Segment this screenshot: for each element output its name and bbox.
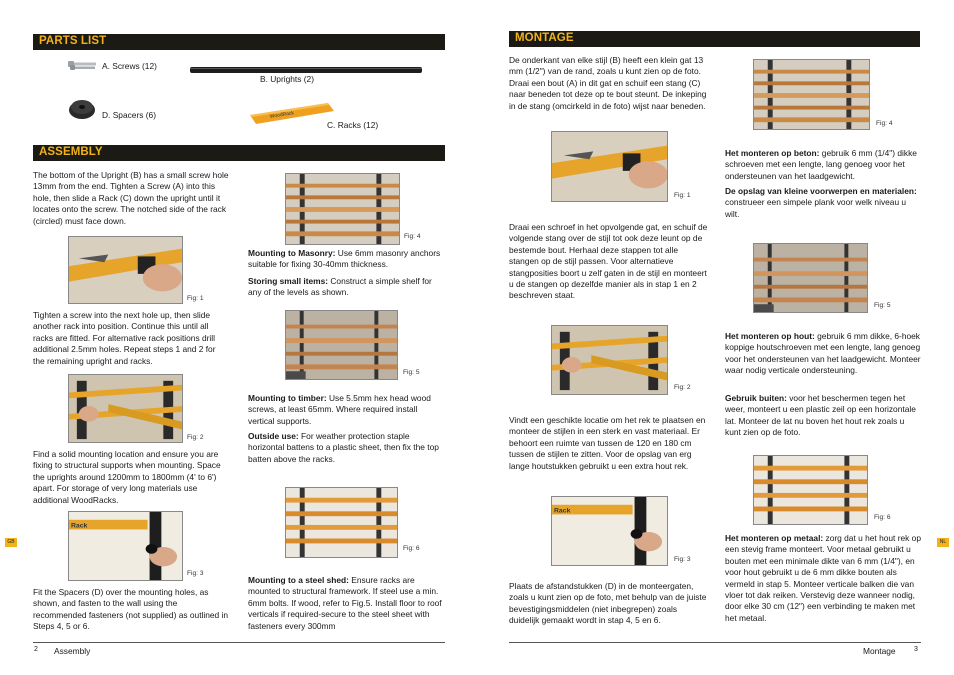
outside-text xyxy=(248,431,444,465)
hout-body: gebruik 6 mm dikke, 6-hoek koppige houtschroeven met een lengte, lang genoeg voor het ondersteunen van het laadgewicht. Monteer waar nodig verticale ondersteuning. xyxy=(725,331,921,376)
storing-text xyxy=(248,276,444,299)
nl-fig-1-photo xyxy=(551,131,668,202)
beton-text xyxy=(725,148,921,182)
storing-bold: Storing small items: xyxy=(248,276,329,286)
right-page-number: 3 xyxy=(914,646,918,653)
beton-body: gebruik 6 mm (1/4") dikke schroeven met een lengte, lang genoeg voor het ondersteunen van het laadgewicht. xyxy=(725,148,917,181)
metaal-bold: Het monteren op metaal: xyxy=(725,533,824,543)
right-footer-label: Montage xyxy=(863,646,896,656)
outside-bold: Outside use: xyxy=(248,431,299,441)
fig-4-caption: Fig: 4 xyxy=(404,233,421,240)
masonry-bold: Mounting to Masonry: xyxy=(248,248,336,258)
assembly-step-2-text: Tighten a screw into the next hole up, then slide another rack into position. Continue this until all racks are fitted. For alternative rack positions drill additional 2.5mm holes. Repeat steps 1 and 2 for the remaining upright and racks. xyxy=(33,310,216,366)
montage-header xyxy=(509,31,920,47)
montage-step-1-text: De onderkant van elke stijl (B) heeft een klein gat 13 mm (1/2") van de rand, zoals u kunt zien op de foto. Draai een bout (A) in dit gat en schuif een stang (C) naar beneden tot deze op te bout steunt. De inkeping in de stang (omcirkeld in de foto) wijst naar beneden. xyxy=(509,55,707,111)
timber-bold: Mounting to timber: xyxy=(248,393,327,403)
right-footer-rule xyxy=(509,642,921,643)
buiten-bold: Gebruik buiten: xyxy=(725,393,787,403)
nl-fig-5-caption: Fig: 5 xyxy=(874,302,891,309)
buiten-body: voor het beschermen tegen het weer, monteert u een plastic zeil op een horizontale lat. Monteer de lat nu boven het hout rek zoals u kunt zien op de foto. xyxy=(725,393,916,438)
assembly-step-4-text: Fit the Spacers (D) over the mounting holes, as shown, and fasten to the wall using the recommended fasteners (not supplied) as outlined in Steps 4, 5 or 6. xyxy=(33,587,229,632)
fig-6-caption: Fig: 6 xyxy=(403,545,420,552)
beton-bold: Het monteren op beton: xyxy=(725,148,820,158)
masonry-text xyxy=(248,248,444,271)
assembly-title: ASSEMBLY xyxy=(39,146,103,158)
steel-bold: Mounting to a steel shed: xyxy=(248,575,349,585)
nl-fig-2-photo xyxy=(551,325,668,395)
montage-title: MONTAGE xyxy=(515,32,574,44)
metaal-body: zorg dat u het hout rek op een stevig frame monteert. Voor metaal gebruikt u bouten met een minimale dikte van 6 mm (1/4"), en voor hout gebruikt u de 6 mm dikke bouten als vermeld in stap 5. Monteer verticale balken die van vloer tot dak reiken. Verstevig deze wanneer nodig, door elke 30 cm (12") een verbinding te maken met het metaal. xyxy=(725,533,921,623)
language-tab-gb: GB xyxy=(5,538,17,547)
montage-step-4-text: Plaats de afstandstukken (D) in de monteergaten, zoals u kunt zien op de foto, met behulp van de juiste bevestigingsmiddelen (niet inbegrepen) zoals duidelijk gemaakt wordt in stap 4, 5 en 6. xyxy=(509,581,707,626)
fig-4-photo xyxy=(285,173,400,245)
montage-step-3-text: Vindt een geschikte locatie om het rek te plaatsen en monteer de stijlen in een sterk en vast materiaal. Er behoort een ruimte van tussen de 120 en 180 cm tussen de stijlen te zitten. Voor de opslag van erg lange houtstukken gebruikt u een extra hout rek. xyxy=(509,415,706,471)
nl-fig-4-photo xyxy=(753,59,870,130)
fig-2-photo xyxy=(68,374,183,443)
nl-fig-6-photo xyxy=(753,455,868,525)
svg-text:WoodRack: WoodRack xyxy=(269,110,295,120)
timber-body: Use 5.5mm hex head wood screws, at least 65mm. Where required install vertical supports. xyxy=(248,393,431,426)
outside-body: For weather protection staple horizontal battens to a plastic sheet, then fix the top batten above the racks. xyxy=(248,431,439,464)
uprights-image xyxy=(190,62,422,72)
storing-body: Construct a simple shelf for any of the levels as shown. xyxy=(248,276,432,298)
parts-list-header xyxy=(33,34,445,50)
fig-3-caption: Fig: 3 xyxy=(187,570,204,577)
assembly-step-1-text: The bottom of the Upright (B) has a small screw hole 13mm from the end. Tighten a Screw (A) into this hole, then slide a Rack (C) down the upright until it locates onto the screw. The notched side of the rack (circled) must face down. xyxy=(33,170,229,226)
hout-bold: Het monteren op hout: xyxy=(725,331,815,341)
language-tab-nl: NL xyxy=(937,538,949,547)
nl-fig-4-caption: Fig: 4 xyxy=(876,120,893,127)
fig-2-caption: Fig: 2 xyxy=(187,434,204,441)
part-c-label: C. Racks (12) xyxy=(327,120,379,130)
timber-text xyxy=(248,393,444,427)
part-a-label: A. Screws (12) xyxy=(102,61,157,71)
svg-text:Rack: Rack xyxy=(553,507,571,515)
svg-text:Rack: Rack xyxy=(70,522,88,530)
hout-text xyxy=(725,331,921,377)
fig-5-caption: Fig: 5 xyxy=(403,369,420,376)
left-footer-label: Assembly xyxy=(54,646,91,656)
racks-image xyxy=(250,103,334,125)
nl-fig-3-photo xyxy=(551,496,668,566)
fig-1-photo xyxy=(68,236,183,304)
assembly-step-3-text: Find a solid mounting location and ensure you are fixing to structural supports when mounting. Space the uprights around 1200mm to 1800mm (4' to 6') apart. For storage of very long materials use additional WoodRacks. xyxy=(33,449,221,505)
steel-text xyxy=(248,575,446,632)
steel-body: Ensure racks are mounted to structural framework. If steel use a min. 6mm bolts. If wood, refer to Fig.5. Install floor to roof verticals if required-secure to the steel sheet with fasteners every 300mm xyxy=(248,575,442,631)
screws-image xyxy=(68,58,98,70)
fig-6-photo xyxy=(285,487,398,558)
montage-step-2-text: Draai een schroef in het opvolgende gat, en schuif de volgende stang over de stijl tot ook deze leunt op de bestemde bout. Herhaal deze stappen tot alle stangen op de stijl passen. Voor alternatieve stangposities boort u zelf gaten in de stijl en monteert u de stangen op dezelfde manier als in stap 1 en 2 beschreven staat. xyxy=(509,222,708,301)
opslag-text xyxy=(725,186,921,220)
metaal-text xyxy=(725,533,922,624)
fig-1-caption: Fig: 1 xyxy=(187,295,204,302)
opslag-body: construeer een simpele plank voor welk niveau u wilt. xyxy=(725,197,907,219)
nl-fig-5-photo xyxy=(753,243,868,313)
nl-fig-3-caption: Fig: 3 xyxy=(674,556,691,563)
buiten-text xyxy=(725,393,921,439)
part-b-label: B. Uprights (2) xyxy=(260,74,314,84)
left-page-number: 2 xyxy=(34,646,38,653)
parts-list-title: PARTS LIST xyxy=(39,35,107,47)
fig-5-photo xyxy=(285,310,398,380)
nl-fig-2-caption: Fig: 2 xyxy=(674,384,691,391)
fig-3-photo xyxy=(68,511,183,581)
nl-fig-6-caption: Fig: 6 xyxy=(874,514,891,521)
spacers-image xyxy=(68,98,96,120)
masonry-body: Use 6mm masonry anchors suitable for fixing 30-40mm thickness. xyxy=(248,248,441,270)
part-d-label: D. Spacers (6) xyxy=(102,110,156,120)
nl-fig-1-caption: Fig: 1 xyxy=(674,192,691,199)
opslag-bold: De opslag van kleine voorwerpen en materialen: xyxy=(725,186,917,196)
left-footer-rule xyxy=(33,642,445,643)
assembly-header xyxy=(33,145,445,161)
